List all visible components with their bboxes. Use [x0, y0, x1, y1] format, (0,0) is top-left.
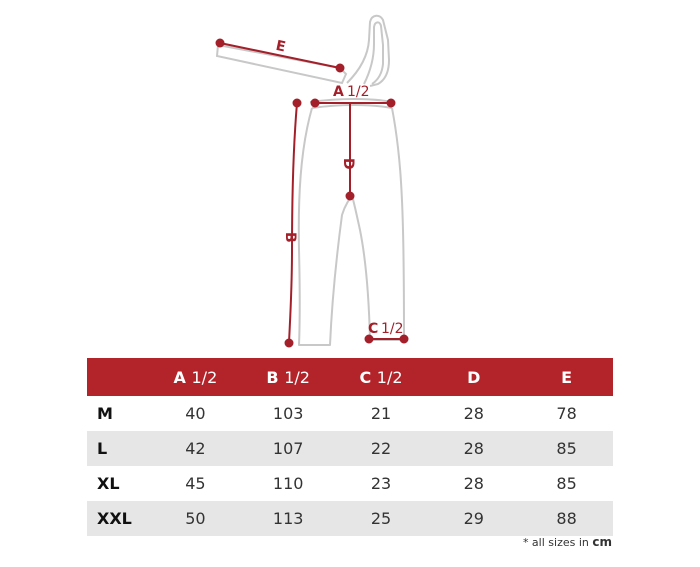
value-cell: 85 — [556, 474, 577, 493]
value-cell: 42 — [149, 431, 242, 466]
header-a: A 1/2 — [149, 358, 242, 396]
trousers-outline — [299, 16, 404, 345]
value-cell: 21 — [370, 404, 392, 423]
value-cell: 88 — [520, 501, 613, 536]
size-cell: L — [87, 431, 149, 466]
footnote-text: * all sizes in — [522, 536, 589, 549]
label-a-fraction: 1/2 — [347, 84, 370, 100]
header-c: C 1/2 — [335, 358, 428, 396]
measure-lines — [217, 37, 408, 347]
size-cell: M — [97, 404, 113, 423]
label-c: C — [368, 321, 379, 337]
value-cell: 28 — [427, 431, 520, 466]
label-a: A — [333, 84, 344, 100]
value-cell: 78 — [556, 404, 577, 423]
value-cell: 107 — [242, 431, 335, 466]
value-cell: 29 — [427, 501, 520, 536]
table-row — [87, 501, 613, 536]
value-cell: 50 — [149, 501, 242, 536]
header-b: B 1/2 — [242, 358, 335, 396]
header-size — [87, 358, 149, 396]
label-b: B — [282, 232, 298, 243]
label-e: E — [274, 37, 287, 56]
value-cell: 40 — [185, 404, 206, 423]
table-header-row — [87, 358, 613, 396]
value-cell: 23 — [370, 474, 392, 493]
header-e: E — [520, 358, 613, 396]
label-d: D — [340, 158, 356, 170]
value-cell: 22 — [335, 431, 428, 466]
table-row — [87, 466, 613, 501]
value-cell: 103 — [272, 404, 304, 423]
size-table — [87, 358, 613, 536]
value-cell: 28 — [463, 474, 484, 493]
label-c-fraction: 1/2 — [381, 321, 404, 337]
units-footnote — [523, 535, 612, 549]
value-cell: 45 — [185, 474, 206, 493]
header-d: D — [427, 358, 520, 396]
table-row — [87, 396, 613, 431]
table-row — [87, 431, 613, 466]
value-cell: 110 — [272, 474, 304, 493]
size-cell: XL — [97, 474, 120, 493]
value-cell: 25 — [335, 501, 428, 536]
value-cell: 28 — [463, 404, 484, 423]
size-cell: XXL — [87, 501, 149, 536]
value-cell: 85 — [520, 431, 613, 466]
footnote-unit: cm — [592, 535, 612, 549]
value-cell: 113 — [242, 501, 335, 536]
